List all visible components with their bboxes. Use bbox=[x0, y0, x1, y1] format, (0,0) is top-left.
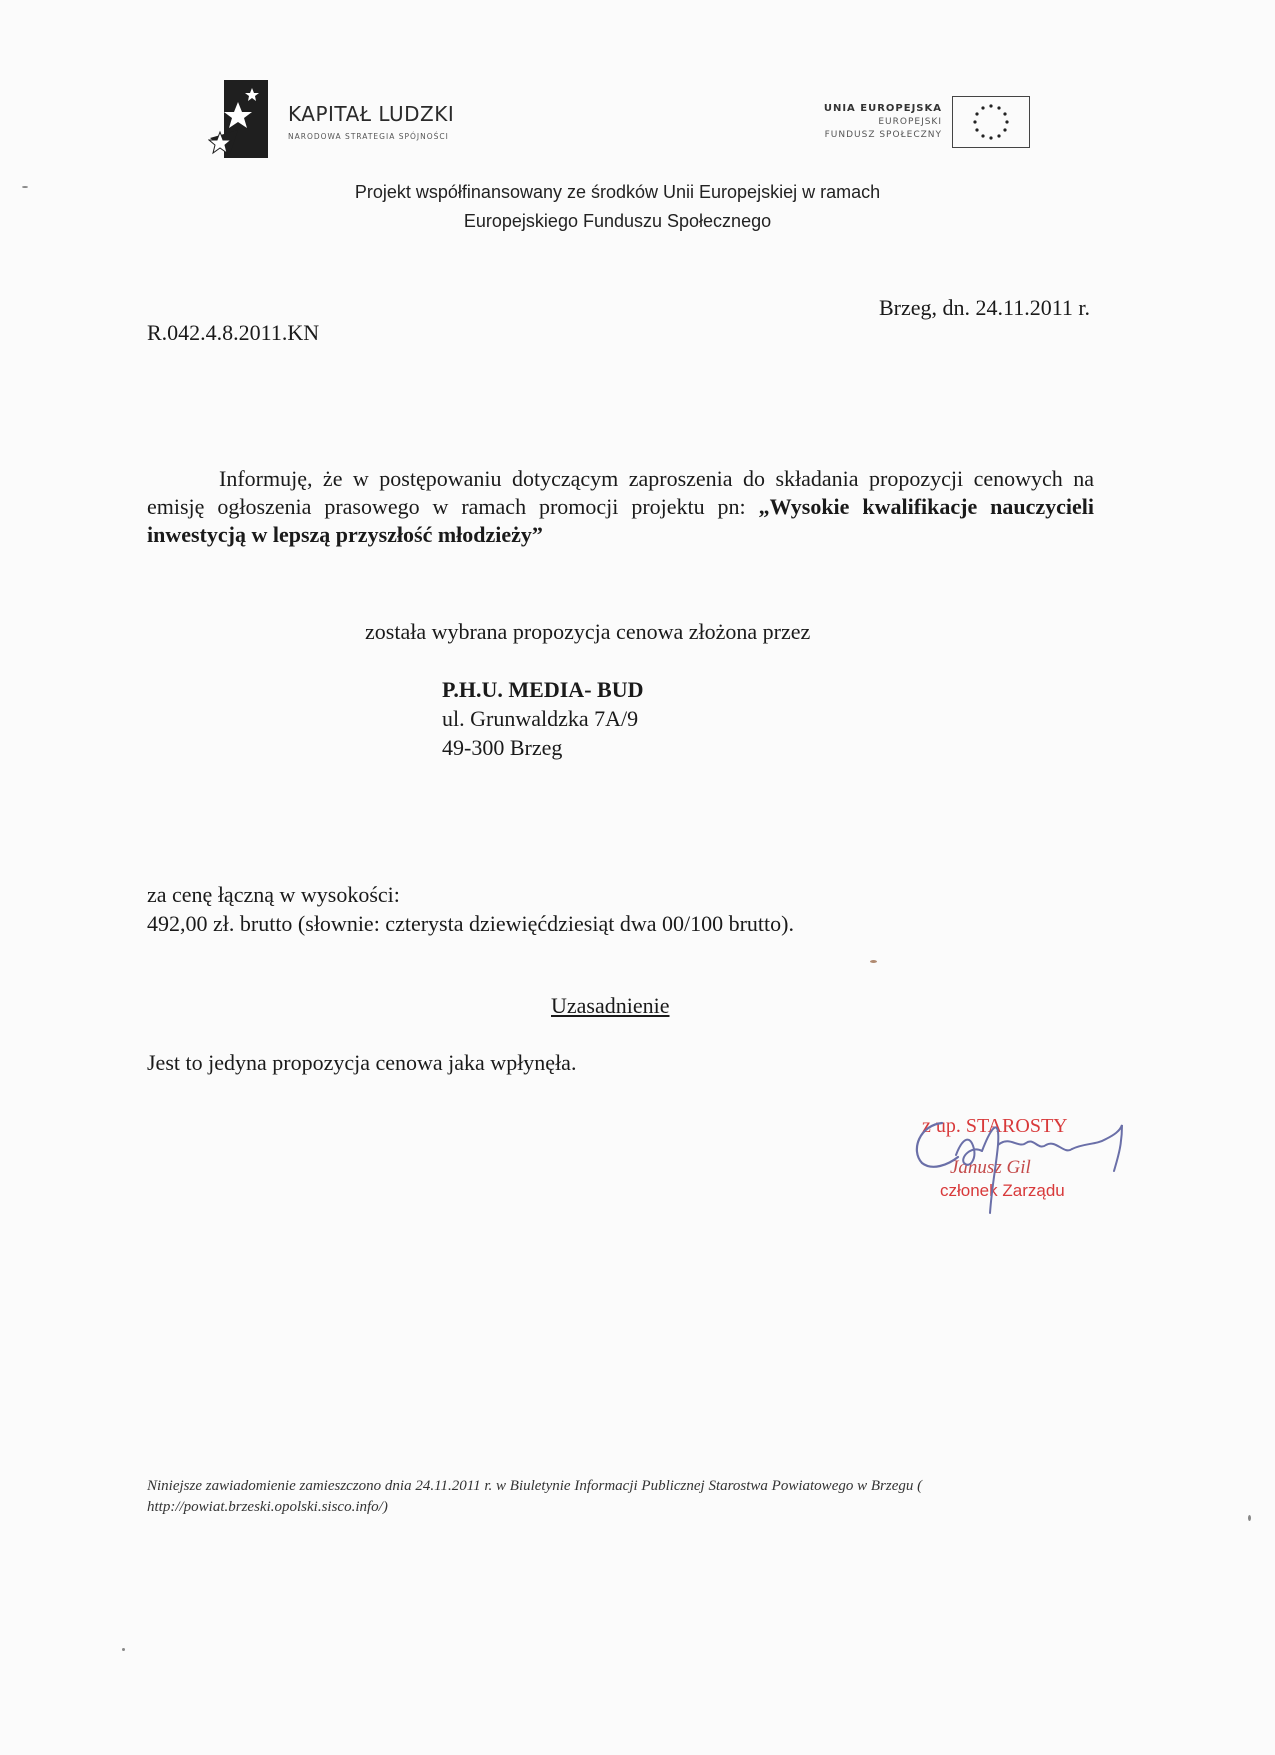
eu-logo-line2: EUROPEJSKI bbox=[878, 117, 942, 127]
justification-title: Uzasadnienie bbox=[551, 993, 670, 1018]
eu-logo-line1: UNIA EUROPEJSKA bbox=[823, 103, 942, 114]
stamp-line-3: członek Zarządu bbox=[940, 1181, 1065, 1200]
price-block bbox=[147, 880, 794, 938]
scan-speck bbox=[870, 960, 877, 963]
main-paragraph bbox=[147, 465, 1094, 549]
price-value: 492,00 zł. brutto (słownie: czterysta dziewięćdziesiąt dwa 00/100 brutto). bbox=[147, 911, 794, 936]
eu-social-fund-logo bbox=[760, 94, 1030, 154]
kapital-ludzki-title: KAPITAŁ LUDZKI bbox=[288, 102, 455, 126]
reference-number: R.042.4.8.2011.KN bbox=[147, 320, 320, 345]
cofinancing-line-1: Projekt współfinansowany ze środków Unii Europejskiej w ramach bbox=[354, 182, 881, 202]
eu-logo-text bbox=[824, 102, 942, 142]
kapital-ludzki-logo bbox=[208, 80, 488, 160]
eu-flag-icon bbox=[952, 96, 1030, 148]
company-city: 49-300 Brzeg bbox=[442, 735, 563, 760]
company-address bbox=[442, 675, 643, 762]
company-street: ul. Grunwaldzka 7A/9 bbox=[442, 706, 639, 731]
official-stamp bbox=[900, 1105, 1150, 1235]
place-date: Brzeg, dn. 24.11.2011 r. bbox=[878, 295, 1090, 320]
kapital-ludzki-subtitle: NARODOWA STRATEGIA SPÓJNOŚCI bbox=[288, 132, 449, 141]
kapital-ludzki-emblem-icon bbox=[208, 80, 278, 160]
cofinancing-line-2: Europejskiego Funduszu Społecznego bbox=[463, 211, 772, 231]
company-name: P.H.U. MEDIA- BUD bbox=[442, 677, 644, 702]
scan-speck bbox=[1248, 1515, 1251, 1521]
chosen-offer-line: została wybrana propozycja cenowa złożona przez bbox=[365, 619, 811, 644]
justification-text: Jest to jedyna propozycja cenowa jaka wpłynęła. bbox=[147, 1050, 577, 1075]
cofinancing-statement bbox=[180, 178, 1055, 236]
handwritten-signature bbox=[900, 1105, 1150, 1235]
main-paragraph-text: Informuję, że w postępowaniu dotyczącym zaproszenia do składania propozycji cenowych na emisję ogłoszenia prasowego w ramach promocji projektu pn: bbox=[147, 466, 1094, 519]
scan-speck bbox=[122, 1648, 125, 1651]
eu-logo-line3: FUNDUSZ SPOŁECZNY bbox=[824, 130, 942, 140]
stamp-line-1: z up. STAROSTY bbox=[922, 1115, 1068, 1137]
price-label: za cenę łączną w wysokości: bbox=[147, 882, 400, 907]
scan-speck bbox=[22, 186, 28, 188]
stamp-line-2: Janusz Gil bbox=[950, 1157, 1031, 1178]
project-name: „Wysokie kwalifikacje nauczycieli inwestycją w lepszą przyszłość młodzieży” bbox=[147, 494, 1094, 547]
footer-note: Niniejsze zawiadomienie zamieszczono dnia 24.11.2011 r. w Biuletynie Informacji Publicznej Starostwa Powiatowego w Brzegu ( http://powiat.brzeski.opolski.sisco.info/) bbox=[147, 1478, 923, 1515]
